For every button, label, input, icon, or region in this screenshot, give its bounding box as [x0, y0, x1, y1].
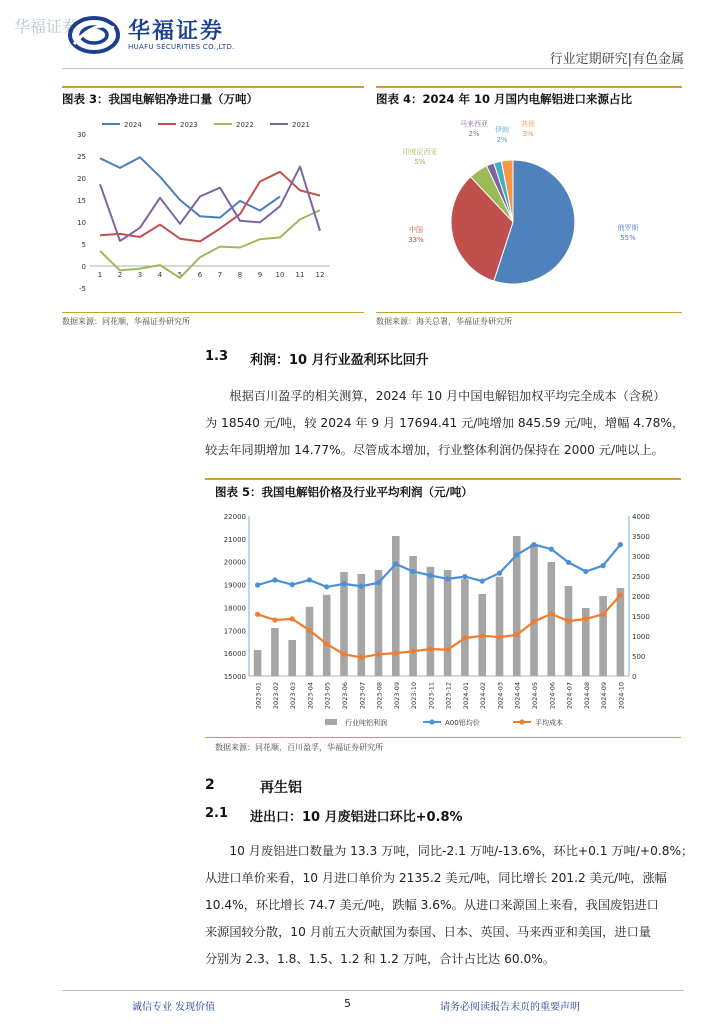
- profit-bar: [496, 577, 504, 676]
- series-point: [272, 577, 277, 582]
- fig4-bottom-rule: [376, 312, 682, 313]
- paragraph-line: 为 18540 元/吨，较 2024 年 9 月 17694.41 元/吨增加 845.59 元/吨，增幅 4.78%，: [205, 416, 685, 430]
- x-tick-label: 2023-09: [392, 682, 401, 710]
- profit-bar: [323, 595, 331, 676]
- pie-label-value: 2%: [496, 136, 508, 144]
- left-tick-label: 15000: [223, 673, 246, 681]
- right-tick-label: 1000: [632, 633, 650, 641]
- series-point: [462, 636, 467, 641]
- fig5-title: 图表 5：我国电解铝价格及行业平均利润（元/吨）: [215, 485, 473, 499]
- brand-name-cn: 华福证券: [128, 19, 225, 44]
- paragraph-line: 根据百川盈孚的相关测算，2024 年 10 月中国电解铝加权平均完全成本（含税）: [229, 389, 666, 403]
- x-tick-label: 2024-07: [565, 682, 574, 710]
- y-tick-label: -5: [79, 285, 86, 293]
- x-tick-label: 2024-04: [513, 682, 522, 710]
- series-point: [445, 647, 450, 652]
- x-tick-label: 5: [177, 271, 183, 279]
- right-tick-label: 3500: [632, 533, 650, 541]
- footer-slogan: 诚信专业 发现价值: [132, 1002, 216, 1013]
- x-tick-label: 2024-03: [496, 682, 505, 710]
- x-tick-label: 7: [217, 271, 223, 279]
- x-tick-label: 2023-02: [271, 682, 280, 710]
- section-1-3-paragraph: [205, 383, 685, 464]
- pie-label-name: 印度尼西亚: [402, 148, 438, 156]
- series-point: [290, 616, 295, 621]
- profit-bar: [288, 640, 296, 676]
- left-tick-label: 20000: [223, 558, 246, 567]
- paragraph-line: 10.4%，环比增长 74.7 美元/吨，跌幅 3.6%。从进口来源国上来看，我国废铝进口: [205, 898, 659, 912]
- fig3-line-chart: [62, 112, 342, 308]
- paragraph-line: 来源国较分散，10 月前五大贡献国为泰国、日本、英国、马来西亚和美国，进口量: [205, 925, 651, 939]
- x-tick-label: 2023-07: [358, 682, 367, 710]
- series-point: [497, 635, 502, 640]
- footer-disclaimer: 请务必阅读报告末页的重要声明: [440, 1002, 580, 1013]
- legend-label: 行业吨铝利润: [345, 719, 387, 727]
- fig3-source: 数据来源：同花顺，华福证券研究所: [62, 317, 190, 326]
- profit-bar: [340, 572, 348, 676]
- y-tick-label: 10: [77, 219, 86, 227]
- y-tick-label: 25: [77, 153, 86, 161]
- right-tick-label: 2000: [632, 593, 650, 601]
- profit-bar: [530, 544, 538, 676]
- series-point: [324, 584, 329, 589]
- fig4-title: 图表 4：2024 年 10 月国内电解铝进口来源占比: [376, 92, 633, 106]
- series-point: [514, 552, 519, 557]
- left-tick-label: 16000: [223, 650, 246, 659]
- profit-bar: [461, 579, 469, 676]
- profit-bar: [358, 574, 366, 676]
- legend-label: 平均成本: [535, 719, 563, 727]
- page-number: 5: [344, 997, 351, 1010]
- profit-bar: [427, 567, 435, 676]
- y-tick-label: 20: [77, 175, 86, 183]
- huafu-logo-icon: [68, 14, 120, 56]
- pie-label-value: 55%: [620, 234, 636, 242]
- right-tick-label: 1500: [632, 613, 650, 621]
- section-2-1-number: 2.1: [205, 806, 229, 821]
- x-tick-label: 2024-10: [617, 682, 626, 710]
- x-tick-label: 2024-09: [600, 682, 609, 710]
- series-point: [376, 652, 381, 657]
- x-tick-label: 2023-10: [410, 682, 419, 710]
- pie-label-value: 5%: [414, 158, 426, 166]
- x-tick-label: 6: [197, 271, 203, 279]
- x-tick-label: 8: [237, 271, 243, 279]
- paragraph-line: 10 月废铝进口数量为 13.3 万吨，同比-2.1 万吨/-13.6%，环比+0.1 万吨/+0.8%；: [229, 844, 694, 858]
- series-point: [255, 582, 260, 587]
- legend-label: 2024: [124, 121, 142, 129]
- pie-label-value: 2%: [468, 130, 480, 138]
- series-point: [307, 577, 312, 582]
- series-point: [601, 612, 606, 617]
- right-tick-label: 3000: [632, 553, 650, 561]
- x-tick-label: 2024-08: [582, 682, 591, 710]
- series-point: [428, 573, 433, 578]
- right-tick-label: 0: [632, 673, 637, 681]
- series-point: [290, 582, 295, 587]
- left-tick-label: 19000: [223, 581, 246, 590]
- series-point: [583, 616, 588, 621]
- header-divider: [62, 68, 684, 69]
- left-tick-label: 18000: [223, 604, 246, 613]
- fig5-bottom-rule: [205, 737, 681, 738]
- series-point: [428, 646, 433, 651]
- paragraph-line: 较去年同期增加 14.77%。尽管成本增加，行业整体利润仍保持在 2000 元/吨以上。: [205, 443, 664, 457]
- fig4-pie-chart: [376, 112, 682, 308]
- legend-swatch: [325, 719, 337, 725]
- legend-label: 2022: [236, 121, 254, 129]
- x-tick-label: 2: [117, 271, 123, 279]
- x-tick-label: 3: [137, 271, 143, 279]
- series-point: [480, 579, 485, 584]
- left-tick-label: 17000: [223, 627, 246, 636]
- left-tick-label: 21000: [223, 535, 246, 544]
- x-tick-label: 2023-01: [254, 682, 263, 710]
- series-point: [618, 542, 623, 547]
- pie-label-name: 俄罗斯: [617, 224, 639, 232]
- pie-label-name: 中国: [409, 226, 423, 234]
- profit-bar: [375, 570, 383, 676]
- pie-label-name: 马来西亚: [460, 120, 488, 128]
- pie-label-name: 伊朗: [495, 126, 509, 134]
- series-point: [393, 651, 398, 656]
- section-1-3-title: 利润：10 月行业盈利环比回升: [250, 353, 429, 368]
- right-tick-label: 4000: [632, 513, 650, 521]
- x-tick-label: 11: [295, 271, 305, 279]
- paragraph-line: 分别为 2.3、1.8、1.5、1.2 和 1.2 万吨，合计占比达 60.0%。: [205, 952, 555, 966]
- left-tick-label: 22000: [223, 513, 246, 521]
- series-point: [618, 593, 623, 598]
- series-point: [359, 584, 364, 589]
- x-tick-label: 1: [97, 271, 103, 279]
- paragraph-line: 从进口单价来看，10 月进口单价为 2135.2 美元/吨，同比增长 201.2 美元/吨，涨幅: [205, 871, 667, 885]
- x-tick-label: 2024-05: [531, 682, 539, 710]
- profit-bar: [599, 596, 607, 676]
- fig5-source: 数据来源：同花顺，百川盈孚，华福证券研究所: [215, 743, 383, 752]
- profit-bar: [548, 562, 556, 676]
- series-point: [341, 652, 346, 657]
- profit-bar: [444, 570, 452, 676]
- pie-label-value: 3%: [522, 130, 534, 138]
- series-point: [462, 574, 467, 579]
- section-2-1-paragraph: [205, 838, 694, 973]
- x-tick-label: 2023-03: [289, 682, 298, 710]
- fig4-source: 数据来源：海关总署，华福证券研究所: [376, 317, 512, 326]
- series-point: [324, 641, 329, 646]
- series-point: [531, 619, 536, 624]
- fig5-combo-chart: [205, 504, 681, 736]
- series-point: [583, 569, 588, 574]
- section-2-number: 2: [205, 777, 215, 793]
- legend-label: 2023: [180, 121, 198, 129]
- x-tick-label: 9: [257, 271, 263, 279]
- series-point: [480, 633, 485, 638]
- x-tick-label: 2024-01: [461, 682, 470, 710]
- profit-bar: [271, 628, 279, 676]
- y-tick-label: 30: [77, 131, 86, 139]
- section-2-title: 再生铝: [260, 780, 302, 796]
- profit-bar: [617, 588, 625, 676]
- series-point: [393, 561, 398, 566]
- fig5-top-rule: [205, 478, 681, 480]
- series-point: [566, 560, 571, 565]
- section-1-3-number: 1.3: [205, 349, 229, 364]
- x-tick-label: 2023-06: [341, 682, 349, 710]
- series-point: [566, 619, 571, 624]
- header-watermark: 华福证券: [14, 17, 79, 36]
- x-tick-label: 2024-02: [479, 682, 488, 710]
- series-point: [376, 580, 381, 585]
- x-tick-label: 10: [275, 271, 285, 279]
- legend-label: 2021: [292, 121, 310, 129]
- x-tick-label: 12: [315, 271, 325, 279]
- legend-marker: [429, 719, 434, 724]
- series-point: [359, 655, 364, 660]
- y-tick-label: 0: [81, 263, 86, 271]
- fig4-top-rule: [376, 86, 682, 88]
- right-tick-label: 500: [632, 653, 646, 661]
- series-point: [514, 632, 519, 637]
- fig3-title: 图表 3：我国电解铝净进口量（万吨）: [62, 92, 259, 106]
- series-point: [549, 611, 554, 616]
- x-tick-label: 2023-04: [306, 682, 315, 710]
- series-point: [549, 547, 554, 552]
- profit-bar: [254, 650, 262, 676]
- fig3-top-rule: [62, 86, 364, 88]
- legend-marker: [519, 719, 524, 724]
- series-point: [341, 581, 346, 586]
- series-point: [307, 628, 312, 633]
- x-tick-label: 2023-12: [444, 682, 453, 710]
- footer-divider: [62, 990, 684, 991]
- series-point: [411, 569, 416, 574]
- pie-label-value: 33%: [408, 236, 424, 244]
- profit-bar: [565, 586, 573, 676]
- series-point: [411, 649, 416, 654]
- profit-bar: [306, 607, 314, 676]
- fig3-bottom-rule: [62, 312, 364, 313]
- pie-label-name: 其他: [521, 120, 535, 128]
- series-point: [272, 617, 277, 622]
- series-point: [497, 571, 502, 576]
- x-tick-label: 2023-08: [375, 682, 384, 710]
- report-type: 行业定期研究|有色金属: [549, 52, 684, 67]
- x-tick-label: 2024-06: [548, 682, 557, 710]
- x-tick-label: 2023-11: [427, 682, 436, 710]
- series-point: [255, 612, 260, 617]
- x-tick-label: 2023-05: [323, 682, 332, 710]
- series-point: [531, 542, 536, 547]
- brand-name-en: HUAFU SECURITIES CO.,LTD.: [128, 43, 235, 51]
- series-point: [445, 576, 450, 581]
- x-tick-label: 4: [157, 271, 163, 279]
- series-point: [601, 563, 606, 568]
- y-tick-label: 5: [81, 241, 86, 249]
- section-2-1-title: 进出口：10 月废铝进口环比+0.8%: [250, 810, 463, 825]
- y-tick-label: 15: [77, 197, 86, 205]
- right-tick-label: 2500: [632, 573, 650, 581]
- legend-label: A00铝均价: [445, 719, 480, 727]
